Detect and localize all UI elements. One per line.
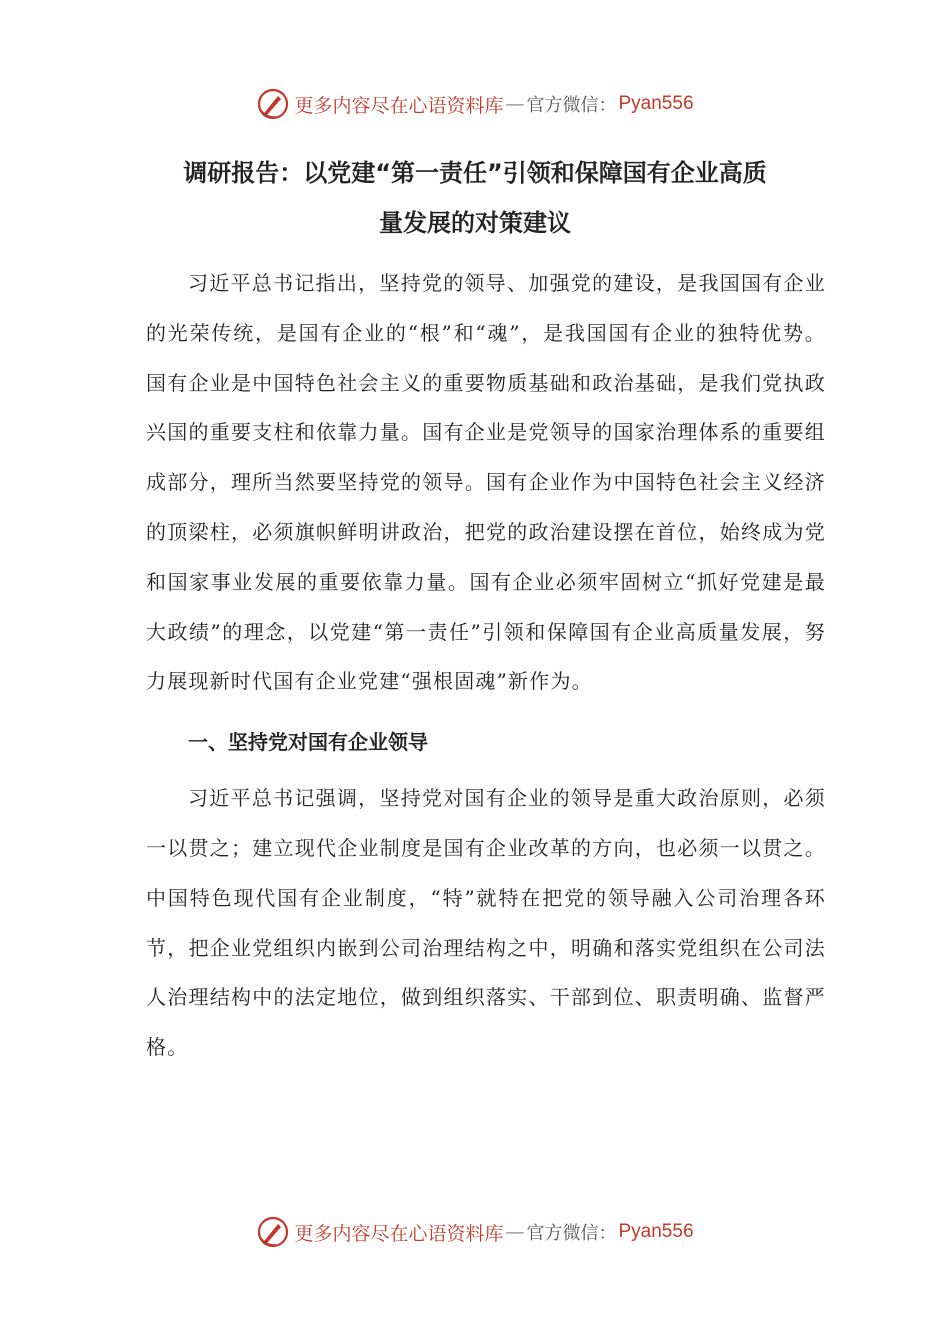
document-body [146,259,826,1073]
banner-dash: — [505,1221,525,1243]
title-line-1: 调研报告：以党建“第一责任”引领和保障国有企业高质 [183,159,767,187]
document-title [130,148,820,248]
intro-paragraph: 习近平总书记指出，坚持党的领导、加强党的建设，是我国国有企业的光荣传统，是国有企业的“根”和“魂”，是我国国有企业的独特优势。国有企业是中国特色社会主义的重要物质基础和政治基础，是我们党执政兴国的重要支柱和依靠力量。国有企业是党领导的国家治理体系的重要组成部分，理所当然要坚持党的领导。国有企业作为中国特色社会主义经济的顶梁柱，必须旗帜鲜明讲政治，把党的政治建设摆在首位，始终成为党和国家事业发展的重要依靠力量。国有企业必须牢固树立“抓好党建是最大政绩”的理念，以党建“第一责任”引领和保障国有企业高质量发展，努力展现新时代国有企业党建“强根固魂”新作为。 [146,271,826,694]
banner-main-text: 更多内容尽在心语资料库 [294,1222,504,1245]
banner-wechat-id: Pyan556 [618,93,694,114]
banner-wechat-label: 官方微信： [526,95,617,116]
section-heading: 一、坚持党对国有企业领导 [188,730,428,755]
pen-logo-icon [256,1215,290,1249]
header-banner [0,84,950,124]
banner-wechat-id: Pyan556 [618,1221,694,1242]
pen-logo-icon [256,87,290,121]
footer-banner [0,1212,950,1252]
banner-dash: — [505,93,525,115]
banner-wechat-label: 官方微信： [526,1223,617,1244]
banner-main-text: 更多内容尽在心语资料库 [294,94,504,117]
section-paragraph: 习近平总书记强调，坚持党对国有企业的领导是重大政治原则，必须一以贯之；建立现代企业制度是国有企业改革的方向，也必须一以贯之。中国特色现代国有企业制度，“特”就特在把党的领导融入公司治理各环节，把企业党组织内嵌到公司治理结构之中，明确和落实党组织在公司法人治理结构中的法定地位，做到组织落实、干部到位、职责明确、监督严格。 [146,786,826,1060]
title-line-2: 量发展的对策建议 [379,209,571,237]
